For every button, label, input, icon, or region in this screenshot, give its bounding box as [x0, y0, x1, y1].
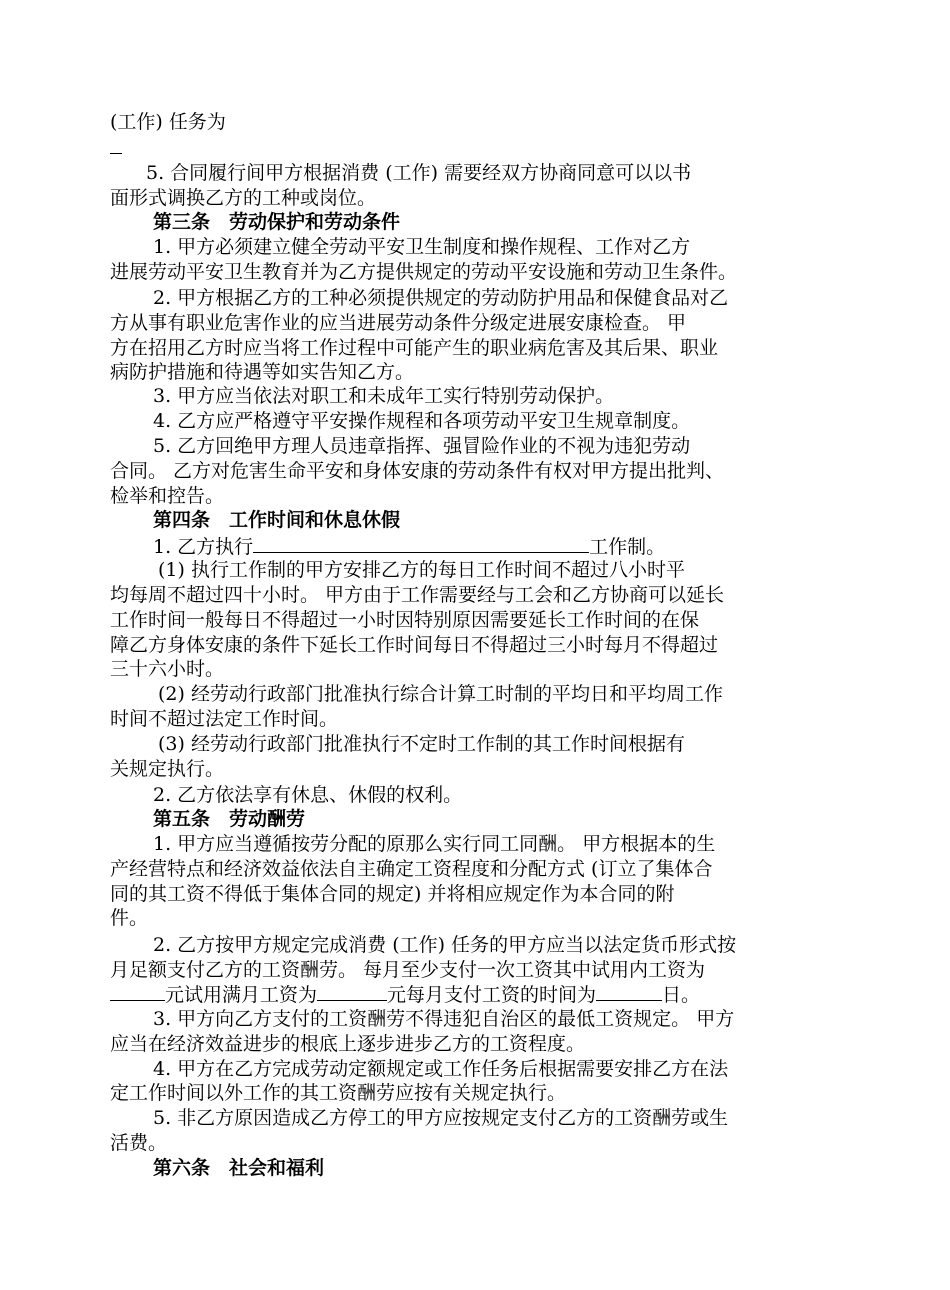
- text-segment: 元每月支付工资的时间为: [387, 984, 597, 1006]
- text-line: 障乙方身体安康的条件下延长工作时间每日不得超过三小时每月不得超过: [110, 634, 719, 656]
- text-segment: 日。: [662, 984, 701, 1006]
- blank-underline: [110, 153, 122, 154]
- text-line: (工作) 任务为: [110, 111, 226, 133]
- text-line: [153, 533, 665, 559]
- text-segment: 1. 乙方执行: [153, 536, 254, 558]
- text-line: 2. 甲方根据乙方的工种必须提供规定的劳动防护用品和保健食品对乙: [153, 287, 729, 309]
- text-line: 病防护措施和待遇等如实告知乙方。: [110, 361, 415, 383]
- text-line: 产经营特点和经济效益依法自主确定工资程度和分配方式 (订立了集体合: [110, 858, 713, 880]
- blank-underline: [253, 533, 589, 553]
- section-heading: 第六条 社会和福利: [153, 1157, 325, 1179]
- text-line: 3. 甲方应当依法对职工和未成年工实行特别劳动保护。: [153, 385, 615, 407]
- text-line: 2. 乙方按甲方规定完成消费 (工作) 任务的甲方应当以法定货币形式按: [153, 934, 737, 956]
- section-heading: 第四条 工作时间和休息休假: [153, 509, 401, 531]
- text-line: 三十六小时。: [110, 658, 225, 680]
- text-line: 1. 甲方必须建立健全劳动平安卫生制度和操作规程、工作对乙方: [153, 236, 691, 258]
- section-heading: 第三条 劳动保护和劳动条件: [153, 211, 401, 233]
- blank-underline: [317, 981, 387, 1001]
- text-line: 5. 乙方回绝甲方理人员违章指挥、强冒险作业的不视为违犯劳动: [153, 435, 691, 457]
- text-line: 方从事有职业危害作业的应当进展劳动条件分级定进展安康检查。 甲: [110, 312, 687, 334]
- text-line: (1) 执行工作制的甲方安排乙方的每日工作时间不超过八小时平: [158, 559, 685, 581]
- text-line: 4. 乙方应严格遵守平安操作规程和各项劳动平安卫生规章制度。: [153, 410, 691, 432]
- text-line: 进展劳动平安卫生教育并为乙方提供规定的劳动平安设施和劳动卫生条件。: [110, 261, 738, 283]
- blank-underline: [110, 981, 165, 1001]
- text-line: (3) 经劳动行政部门批准执行不定时工作制的其工作时间根据有: [158, 733, 685, 755]
- text-line: 时间不超过法定工作时间。: [110, 708, 339, 730]
- text-line: 工作时间一般每日不得超过一小时因特别原因需要延长工作时间的在保: [110, 609, 700, 631]
- text-line: 2. 乙方依法享有休息、休假的权利。: [153, 784, 463, 806]
- text-line: 3. 甲方向乙方支付的工资酬劳不得违犯自治区的最低工资规定。 甲方: [153, 1008, 735, 1030]
- text-line: 活费。: [110, 1132, 168, 1154]
- text-line: 定工作时间以外工作的其工资酬劳应按有关规定执行。: [110, 1082, 567, 1104]
- text-line: 同的其工资不得低于集体合同的规定) 并将相应规定作为本合同的附: [110, 883, 675, 905]
- text-line: 应当在经济效益进步的根底上逐步进步乙方的工资程度。: [110, 1033, 586, 1055]
- blank-underline: [596, 981, 662, 1001]
- text-line: 均每周不超过四十小时。 甲方由于工作需要经与工会和乙方协商可以延长: [110, 584, 725, 606]
- text-line: 月足额支付乙方的工资酬劳。 每月至少支付一次工资其中试用内工资为: [110, 959, 706, 981]
- text-line: 5. 合同履行间甲方根据消费 (工作) 需要经双方协商同意可以以书: [146, 162, 692, 184]
- text-line: (2) 经劳动行政部门批准执行综合计算工时制的平均日和平均周工作: [158, 683, 723, 705]
- text-segment: 元试用满月工资为: [165, 984, 318, 1006]
- text-line: 件。: [110, 907, 149, 929]
- text-line: 面形式调换乙方的工种或岗位。: [110, 187, 377, 209]
- text-line: 方在招用乙方时应当将工作过程中可能产生的职业病危害及其后果、职业: [110, 337, 719, 359]
- text-line: 5. 非乙方原因造成乙方停工的甲方应按规定支付乙方的工资酬劳或生: [153, 1107, 729, 1129]
- text-line: 4. 甲方在乙方完成劳动定额规定或工作任务后根据需要安排乙方在法: [153, 1058, 729, 1080]
- text-segment: 工作制。: [589, 536, 666, 558]
- text-line: [110, 981, 700, 1007]
- text-line: 关规定执行。: [110, 758, 225, 780]
- section-heading: 第五条 劳动酬劳: [153, 808, 306, 830]
- text-line: 检举和控告。: [110, 485, 225, 507]
- text-line: 1. 甲方应当遵循按劳分配的原那么实行同工同酬。 甲方根据本的生: [153, 833, 716, 855]
- text-line: 合同。 乙方对危害生命平安和身体安康的劳动条件有权对甲方提出批判、: [110, 460, 725, 482]
